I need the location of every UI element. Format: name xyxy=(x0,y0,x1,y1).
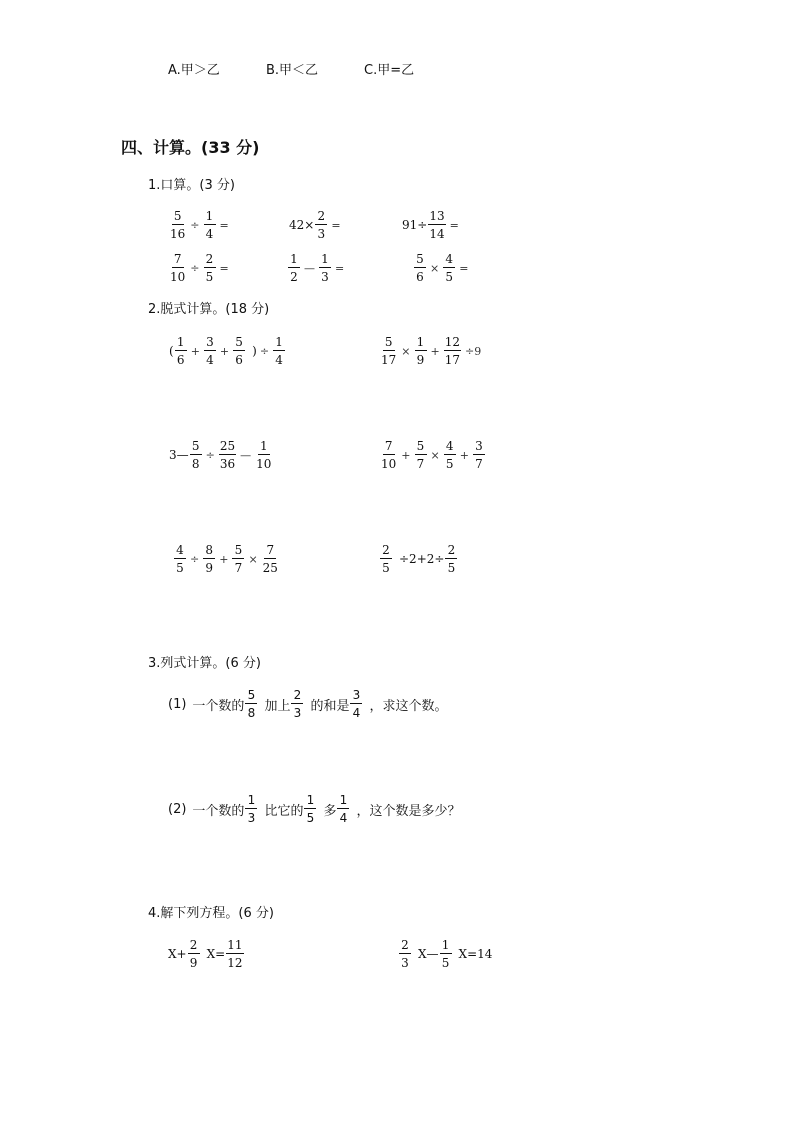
q1-item-3 xyxy=(402,209,462,241)
section-heading: 四、计算。(33 分) xyxy=(121,138,260,157)
fraction xyxy=(175,335,187,367)
fraction xyxy=(273,335,285,367)
operator: = xyxy=(331,218,341,232)
fraction xyxy=(245,688,257,720)
denominator: 2 xyxy=(290,270,298,284)
expression-text: ( xyxy=(169,344,174,358)
numerator: 1 xyxy=(304,793,316,809)
fraction xyxy=(190,439,202,471)
denominator: 3 xyxy=(293,706,302,720)
fraction xyxy=(415,439,427,471)
q4-equation-1 xyxy=(168,938,245,970)
expression-text: (2) xyxy=(168,801,187,817)
operator: ÷ xyxy=(205,448,215,462)
numerator: 2 xyxy=(445,543,457,559)
numerator: 1 xyxy=(288,252,300,268)
denominator: 10 xyxy=(170,270,186,284)
numerator: 1 xyxy=(273,335,285,351)
fraction xyxy=(444,335,461,367)
numerator: 2 xyxy=(291,688,303,704)
fraction xyxy=(291,688,303,720)
fraction xyxy=(232,543,244,575)
numerator: 2 xyxy=(204,252,216,268)
denominator: 5 xyxy=(205,270,214,284)
fraction xyxy=(415,335,427,367)
numerator: 2 xyxy=(188,938,200,954)
q2-expr-4 xyxy=(379,439,486,471)
operator: ÷ xyxy=(190,261,200,275)
operator: = xyxy=(219,218,229,232)
fraction xyxy=(255,439,272,471)
choice-b: B.甲＜乙 xyxy=(266,63,319,78)
numerator: 25 xyxy=(219,439,236,453)
operator: × xyxy=(248,552,258,566)
numerator: 5 xyxy=(232,543,244,559)
q2-expr-2 xyxy=(379,335,484,367)
denominator: 16 xyxy=(170,227,186,241)
numerator: 4 xyxy=(174,543,186,559)
expression-text: 一个数的 xyxy=(192,803,245,819)
operator: + xyxy=(190,344,200,358)
denominator: 9 xyxy=(205,561,214,575)
expression-text: ，这个数是多少？ xyxy=(356,803,461,819)
denominator: 8 xyxy=(191,457,200,471)
numerator: 1 xyxy=(319,252,331,268)
numerator: 1 xyxy=(245,793,257,809)
expression-text: 加上 xyxy=(264,698,291,714)
denominator: 36 xyxy=(219,457,236,471)
operator: ÷ xyxy=(190,218,200,232)
denominator: 5 xyxy=(176,561,184,575)
denominator: 8 xyxy=(247,706,256,720)
numerator: 3 xyxy=(350,688,362,704)
q1-title: 1.口算。(3 分) xyxy=(148,178,235,193)
denominator: 4 xyxy=(205,227,214,241)
numerator: 1 xyxy=(204,209,216,225)
operator: = xyxy=(449,218,459,232)
numerator: 1 xyxy=(415,335,427,351)
numerator: 11 xyxy=(227,938,243,952)
expression-text: X+ xyxy=(168,947,187,961)
q2-expr-3 xyxy=(169,439,273,471)
q1-item-5 xyxy=(287,252,347,284)
operator: ÷9 xyxy=(465,344,482,358)
operator: + xyxy=(459,448,469,462)
operator: + xyxy=(219,552,229,566)
numerator: 2 xyxy=(315,209,327,225)
fraction xyxy=(304,793,316,825)
denominator: 7 xyxy=(234,561,243,575)
choice-a: A.甲＞乙 xyxy=(168,63,220,78)
denominator: 5 xyxy=(441,956,450,970)
numerator: 7 xyxy=(264,543,276,559)
numerator: 13 xyxy=(429,209,445,223)
numerator: 3 xyxy=(473,439,485,455)
operator: = xyxy=(335,261,345,275)
numerator: 5 xyxy=(383,335,395,351)
fraction xyxy=(473,439,485,471)
operator: + xyxy=(430,344,440,358)
denominator: 5 xyxy=(447,561,456,575)
expression-text: ÷2+2÷ xyxy=(399,552,445,566)
numerator: 5 xyxy=(233,335,245,351)
q3-title: 3.列式计算。(6 分) xyxy=(148,656,261,671)
fraction xyxy=(315,209,327,241)
choice-c: C.甲=乙 xyxy=(364,63,415,78)
q2-expr-6 xyxy=(379,543,458,575)
numerator: 2 xyxy=(399,938,411,954)
numerator: 3 xyxy=(204,335,216,351)
fraction xyxy=(174,543,186,575)
operator: ÷ xyxy=(190,552,200,566)
numerator: 2 xyxy=(380,543,392,559)
denominator: 12 xyxy=(227,956,243,970)
denominator: 7 xyxy=(475,457,483,471)
fraction xyxy=(288,252,300,284)
numerator: 7 xyxy=(383,439,395,455)
denominator: 10 xyxy=(256,457,272,471)
denominator: 5 xyxy=(445,457,454,471)
operator: — xyxy=(304,261,315,275)
denominator: 6 xyxy=(416,270,424,284)
operator: × xyxy=(430,448,440,462)
fraction xyxy=(204,335,216,367)
expression-text: X— xyxy=(418,947,439,961)
q2-title: 2.脱式计算。(18 分) xyxy=(148,302,270,317)
fraction xyxy=(233,335,245,367)
fraction xyxy=(440,938,452,970)
denominator: 10 xyxy=(381,457,397,471)
fraction xyxy=(203,543,215,575)
q3-problem-1 xyxy=(168,688,447,720)
numerator: 4 xyxy=(444,439,456,455)
denominator: 6 xyxy=(235,353,243,367)
fraction xyxy=(444,439,456,471)
q1-item-2 xyxy=(289,209,344,241)
expression-text: (1) xyxy=(168,696,187,712)
expression-text: 的和是 xyxy=(310,698,350,714)
fraction xyxy=(399,938,411,970)
denominator: 17 xyxy=(381,353,397,367)
q1-item-4 xyxy=(168,252,232,284)
denominator: 5 xyxy=(445,270,454,284)
numerator: 5 xyxy=(172,209,184,225)
fraction xyxy=(337,793,349,825)
numerator: 5 xyxy=(245,688,257,704)
expression-text: X= xyxy=(206,947,226,961)
q2-expr-1 xyxy=(169,335,286,367)
operator: × xyxy=(401,344,411,358)
operator: = xyxy=(219,261,229,275)
q1-item-1 xyxy=(168,209,232,241)
fraction xyxy=(319,252,331,284)
operator: + xyxy=(401,448,411,462)
numerator: 5 xyxy=(190,439,202,455)
numerator: 1 xyxy=(337,793,349,809)
expression-text: 3— xyxy=(169,448,189,462)
operator: + xyxy=(219,344,230,358)
numerator: 4 xyxy=(443,252,455,268)
expression-text: 42× xyxy=(289,218,315,232)
expression-text: 91÷ xyxy=(402,218,428,232)
numerator: 7 xyxy=(172,252,184,268)
q2-expr-5 xyxy=(173,543,280,575)
denominator: 25 xyxy=(262,561,278,575)
numerator: 12 xyxy=(444,335,460,349)
fraction xyxy=(204,252,216,284)
operator: = xyxy=(459,261,469,275)
denominator: 14 xyxy=(429,227,445,241)
denominator: 6 xyxy=(176,353,185,367)
expression-text: 比它的 xyxy=(264,803,304,819)
denominator: 7 xyxy=(416,457,425,471)
fraction xyxy=(350,688,362,720)
fraction xyxy=(380,543,392,575)
denominator: 3 xyxy=(401,956,409,970)
expression-text: 一个数的 xyxy=(192,698,245,714)
fraction xyxy=(262,543,279,575)
fraction xyxy=(204,209,216,241)
numerator: 5 xyxy=(414,252,426,268)
denominator: 4 xyxy=(206,353,214,367)
numerator: 5 xyxy=(415,439,427,455)
expression-text: ，求这个数。 xyxy=(369,698,448,714)
expression-text: 多 xyxy=(323,803,337,819)
denominator: 4 xyxy=(352,706,361,720)
denominator: 9 xyxy=(189,956,198,970)
expression-text: ) xyxy=(252,344,257,358)
expression-text: X=14 xyxy=(458,947,493,961)
denominator: 3 xyxy=(247,811,256,825)
fraction xyxy=(445,543,457,575)
operator: — xyxy=(240,448,252,462)
fraction xyxy=(219,439,236,471)
q1-item-6 xyxy=(413,252,471,284)
denominator: 5 xyxy=(382,561,390,575)
fraction xyxy=(169,209,186,241)
fraction xyxy=(414,252,426,284)
denominator: 9 xyxy=(416,353,425,367)
q4-equation-2 xyxy=(398,938,492,970)
fraction xyxy=(443,252,455,284)
fraction xyxy=(226,938,243,970)
fraction xyxy=(188,938,200,970)
fraction xyxy=(380,335,397,367)
denominator: 17 xyxy=(444,353,460,367)
numerator: 8 xyxy=(203,543,215,559)
numerator: 1 xyxy=(175,335,187,351)
q3-problem-2 xyxy=(168,793,460,825)
operator: ÷ xyxy=(259,344,270,358)
denominator: 4 xyxy=(275,353,283,367)
fraction xyxy=(169,252,186,284)
denominator: 5 xyxy=(306,811,315,825)
denominator: 3 xyxy=(317,227,326,241)
numerator: 1 xyxy=(440,938,452,954)
fraction xyxy=(380,439,397,471)
q4-title: 4.解下列方程。(6 分) xyxy=(148,906,274,921)
denominator: 3 xyxy=(321,270,329,284)
denominator: 4 xyxy=(339,811,348,825)
numerator: 1 xyxy=(258,439,270,455)
fraction xyxy=(245,793,257,825)
operator: × xyxy=(430,261,440,275)
fraction xyxy=(428,209,445,241)
